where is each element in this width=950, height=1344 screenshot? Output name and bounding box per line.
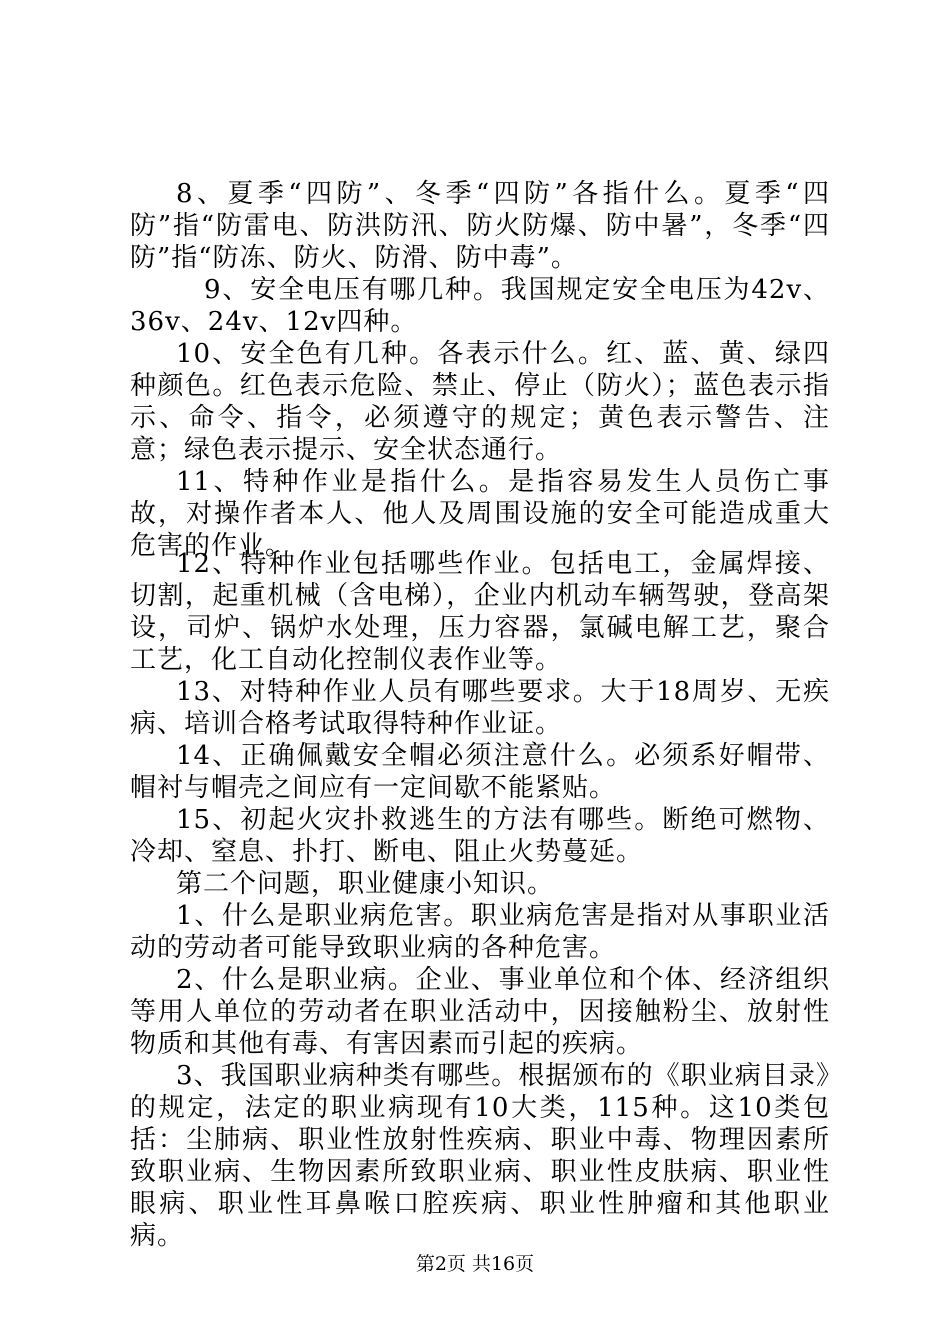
paragraph-15: 15、初起火灾扑救逃生的方法有哪些。断绝可燃物、冷却、窒息、扑打、断电、阻止火势蔓延。 [130, 805, 830, 867]
paragraph-health-1: 1、什么是职业病危害。职业病危害是指对从事职业活动的劳动者可能导致职业病的各种危害。 [130, 901, 830, 963]
paragraph-11: 11、特种作业是指什么。是指容易发生人员伤亡事故，对操作者本人、他人及周围设施的安全可能造成重大危害的作业。 [130, 467, 830, 561]
paragraph-13: 13、对特种作业人员有哪些要求。大于18周岁、无疾病、培训合格考试取得特种作业证。 [130, 677, 830, 739]
paragraph-health-3: 3、我国职业病种类有哪些。根据颁布的《职业病目录》的规定，法定的职业病现有10大类，115种。这10类包括：尘肺病、职业性放射性疾病、职业中毒、物理因素所致职业病、生物因素所致职业病、职业性皮肤病、职业性眼病、职业性耳鼻喉口腔疾病、职业性肿瘤和其他职业病。 [130, 1061, 830, 1251]
paragraph-12: 12、特种作业包括哪些作业。包括电工，金属焊接、切割，起重机械（含电梯），企业内机动车辆驾驶，登高架设，司炉、锅炉水处理，压力容器，氯碱电解工艺，聚合工艺，化工自动化控制仪表作业等。 [130, 549, 830, 675]
paragraph-health-2: 2、什么是职业病。企业、事业单位和个体、经济组织等用人单位的劳动者在职业活动中，因接触粉尘、放射性物质和其他有毒、有害因素而引起的疾病。 [130, 965, 830, 1059]
paragraph-14: 14、正确佩戴安全帽必须注意什么。必须系好帽带、帽衬与帽壳之间应有一定间歇不能紧贴。 [130, 741, 830, 803]
page-footer: 第2页 共16页 [415, 1253, 535, 1275]
paragraph-10: 10、安全色有几种。各表示什么。红、蓝、黄、绿四种颜色。红色表示危险、禁止、停止（防火）；蓝色表示指示、命令、指令，必须遵守的规定；黄色表示警告、注意；绿色表示提示、安全状态通行。 [130, 339, 830, 465]
section-heading-occupational-health: 第二个问题，职业健康小知识。 [176, 869, 555, 899]
paragraph-9: 9、安全电压有哪几种。我国规定安全电压为42v、36v、24v、12v四种。 [130, 275, 830, 337]
paragraph-8: 8、夏季“四防”、冬季“四防”各指什么。夏季“四防”指“防雷电、防洪防汛、防火防爆、防中暑”，冬季“四防”指“防冻、防火、防滑、防中毒”。 [130, 179, 830, 273]
